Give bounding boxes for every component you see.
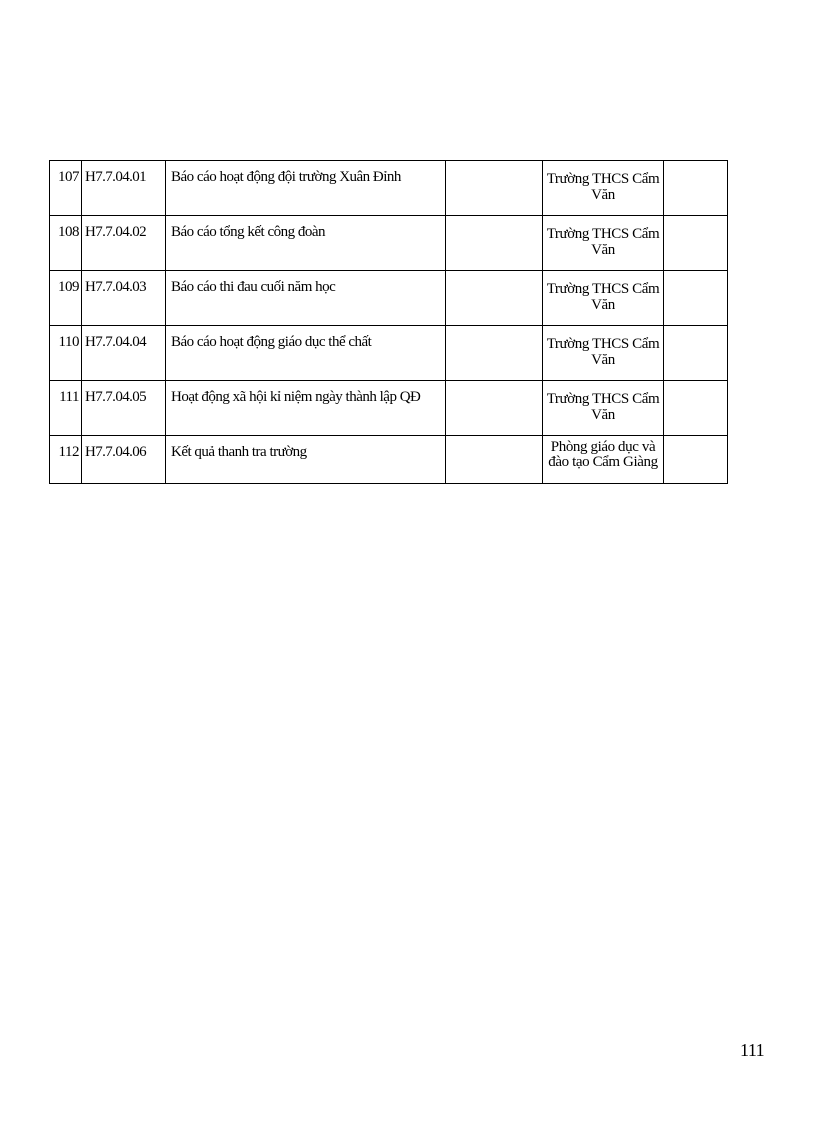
evidence-extra [664, 436, 728, 484]
evidence-code: H7.7.04.02 [82, 216, 166, 271]
evidence-note [446, 271, 543, 326]
evidence-extra [664, 381, 728, 436]
evidence-code: H7.7.04.03 [82, 271, 166, 326]
evidence-code: H7.7.04.04 [82, 326, 166, 381]
evidence-extra [664, 326, 728, 381]
table-row [50, 381, 728, 436]
row-number: 111 [50, 381, 82, 436]
row-number: 110 [50, 326, 82, 381]
evidence-note [446, 381, 543, 436]
table-row [50, 436, 728, 484]
evidence-title: Hoạt động xã hội kỉ niệm ngày thành lập QĐ [166, 381, 446, 436]
evidence-title: Báo cáo hoạt động giáo dục thể chất [166, 326, 446, 381]
evidence-source: Trường THCS Cẩm Văn [543, 161, 664, 216]
evidence-extra [664, 216, 728, 271]
table-row [50, 271, 728, 326]
evidence-note [446, 216, 543, 271]
row-number: 112 [50, 436, 82, 484]
evidence-source: Phòng giáo dục và đào tạo Cẩm Giàng [543, 436, 664, 484]
evidence-title: Báo cáo thi đau cuối năm học [166, 271, 446, 326]
evidence-note [446, 436, 543, 484]
evidence-table [49, 160, 728, 484]
evidence-note [446, 326, 543, 381]
evidence-code: H7.7.04.01 [82, 161, 166, 216]
table-row [50, 326, 728, 381]
evidence-title: Báo cáo tổng kết công đoàn [166, 216, 446, 271]
evidence-code: H7.7.04.05 [82, 381, 166, 436]
evidence-extra [664, 161, 728, 216]
evidence-note [446, 161, 543, 216]
evidence-source: Trường THCS Cẩm Văn [543, 381, 664, 436]
page-number: 111 [740, 1040, 765, 1060]
evidence-source: Trường THCS Cẩm Văn [543, 216, 664, 271]
row-number: 109 [50, 271, 82, 326]
row-number: 107 [50, 161, 82, 216]
table-row [50, 216, 728, 271]
evidence-title: Báo cáo hoạt động đội trường Xuân Đỉnh [166, 161, 446, 216]
table-row [50, 161, 728, 216]
evidence-code: H7.7.04.06 [82, 436, 166, 484]
evidence-extra [664, 271, 728, 326]
evidence-source: Trường THCS Cẩm Văn [543, 326, 664, 381]
evidence-source: Trường THCS Cẩm Văn [543, 271, 664, 326]
evidence-title: Kết quả thanh tra trường [166, 436, 446, 484]
row-number: 108 [50, 216, 82, 271]
